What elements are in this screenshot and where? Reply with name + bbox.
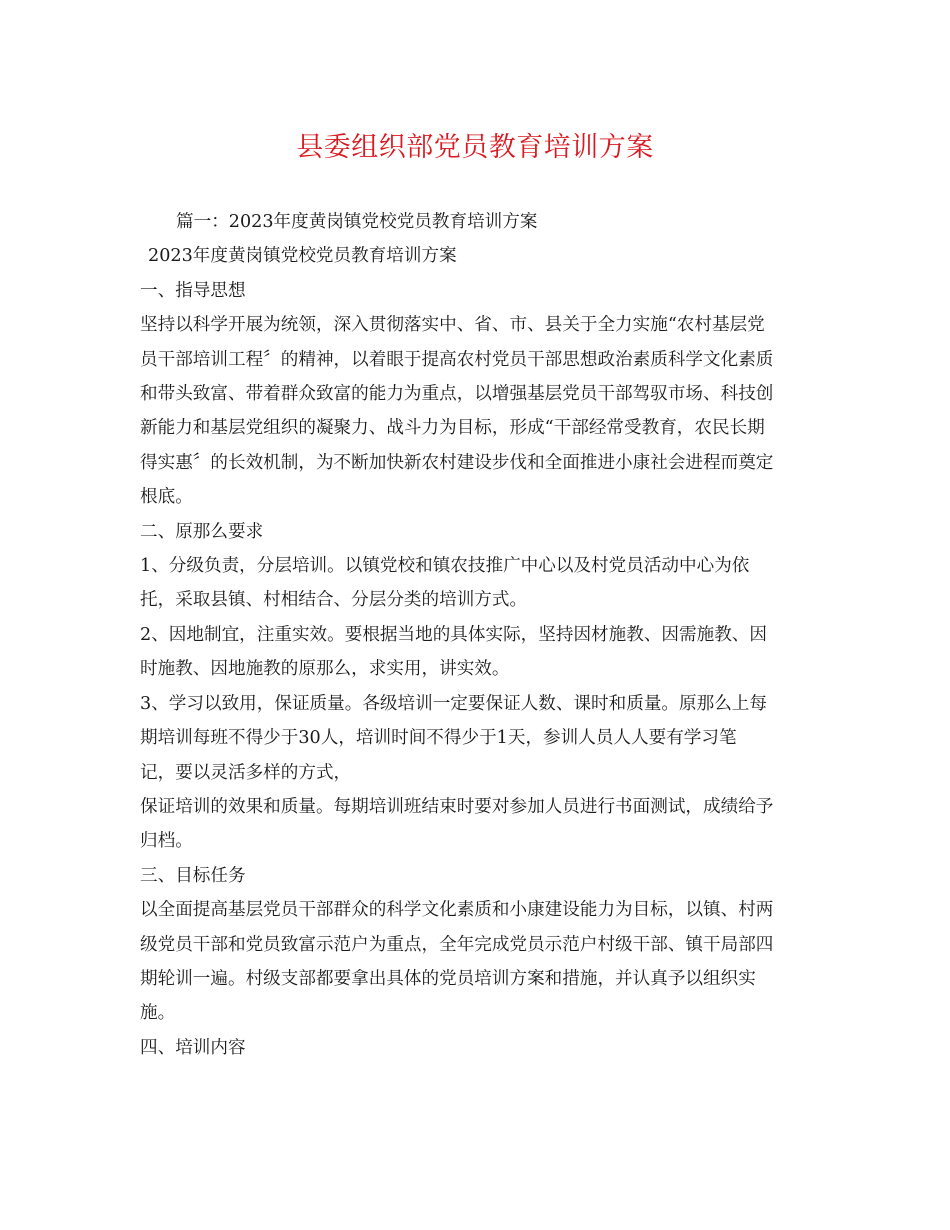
- paragraph-line: 3、学习以致用，保证质量。各级培训一定要保证人数、课时和质量。原那么上每: [140, 693, 767, 714]
- heading-guiding-ideology: 一、指导思想: [140, 280, 246, 301]
- paragraph-line: 托，采取县镇、村相结合、分层分类的培训方式。: [140, 590, 528, 611]
- document-body: [140, 205, 820, 1065]
- heading-training-content: 四、培训内容: [140, 1037, 246, 1058]
- paragraph-line: 级党员干部和党员致富示范户为重点，全年完成党员示范户村级干部、镇干局部四: [140, 934, 774, 955]
- paragraph-line: 和带头致富、带着群众致富的能力为重点，以增强基层党员干部驾驭市场、科技创: [140, 384, 774, 405]
- paragraph-line: 以全面提高基层党员干部群众的科学文化素质和小康建设能力为目标，以镇、村两: [140, 900, 774, 921]
- heading-principles: 二、原那么要求: [140, 521, 264, 542]
- paragraph-line: 期培训每班不得少于30人，培训时间不得少于1天，参训人员人人要有学习笔: [140, 728, 737, 749]
- paragraph-line: 1、分级负责，分层培训。以镇党校和镇农技推广中心以及村党员活动中心为依: [140, 556, 750, 577]
- section-heading-part1: 篇一：2023年度黄岗镇党校党员教育培训方案: [176, 212, 538, 232]
- paragraph-line: 2、因地制宜，注重实效。要根据当地的具体实际，坚持因材施教、因需施教、因: [140, 624, 767, 645]
- paragraph-line: 新能力和基层党组织的凝聚力、战斗力为目标，形成“干部经常受教育，农民长期: [140, 418, 765, 439]
- document-title: 县委组织部党员教育培训方案: [296, 132, 654, 163]
- paragraph-line: 记，要以灵活多样的方式，: [140, 762, 352, 783]
- paragraph-line: 保证培训的效果和质量。每期培训班结束时要对参加人员进行书面测试，成绩给予: [140, 796, 774, 817]
- paragraph-line: 施。: [140, 1003, 176, 1024]
- paragraph-line: 根底。: [140, 487, 193, 508]
- paragraph-line: 时施教、因地施教的原那么，求实用，讲实效。: [140, 659, 510, 680]
- paragraph-line: 员干部培训工程〞的精神，以着眼于提高农村党员干部思想政治素质科学文化素质: [140, 349, 774, 370]
- subtitle-line: 2023年度黄岗镇党校党员教育培训方案: [148, 246, 457, 267]
- paragraph-line: 归档。: [140, 831, 193, 852]
- paragraph-line: 坚持以科学开展为统领，深入贯彻落实中、省、市、县关于全力实施“农村基层党: [140, 315, 765, 336]
- paragraph-line: 期轮训一遍。村级支部都要拿出具体的党员培训方案和措施，并认真予以组织实: [140, 968, 756, 989]
- paragraph-line: 得实惠〞的长效机制，为不断加快新农村建设步伐和全面推进小康社会进程而奠定: [140, 452, 774, 473]
- heading-targets: 三、目标任务: [140, 865, 246, 886]
